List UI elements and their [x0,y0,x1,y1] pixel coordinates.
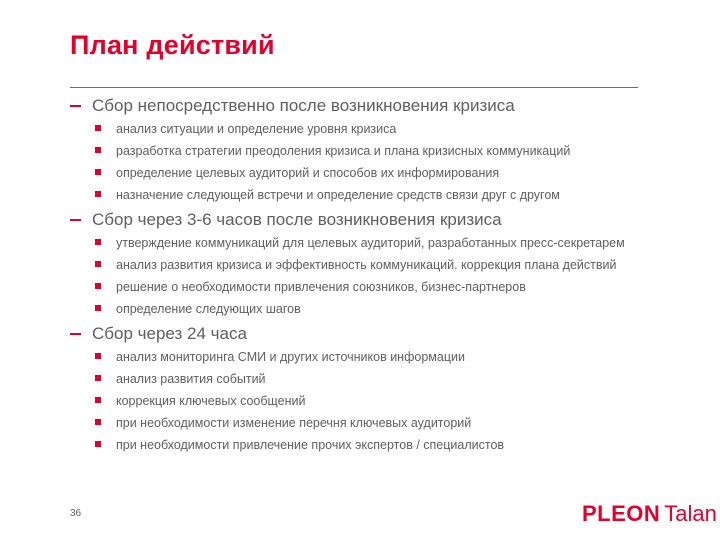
section-heading-text: Сбор через 3-6 часов после возникновения кризиса [92,210,502,229]
list-item: анализ развития кризиса и эффективность коммуникаций. коррекция плана действий [70,258,650,272]
square-bullet-icon [95,283,101,289]
square-bullet-icon [95,261,101,267]
square-bullet-icon [95,419,101,425]
section-heading-text: Сбор через 24 часа [92,324,247,343]
square-bullet-icon [95,147,101,153]
list-item: решение о необходимости привлечения союзников, бизнес-партнеров [70,280,650,294]
pleon-talan-logo [582,500,717,528]
list-item: разработка стратегии преодоления кризиса и плана кризисных коммуникаций [70,144,650,158]
bullet-list [70,350,650,452]
list-item: анализ развития событий [70,372,650,386]
page-title: План действий [70,30,275,60]
title-divider [70,87,638,88]
list-item: при необходимости изменение перечня ключевых аудиторий [70,416,650,430]
square-bullet-icon [95,305,101,311]
bullet-list [70,122,650,202]
dash-icon [70,105,81,107]
square-bullet-icon [95,239,101,245]
square-bullet-icon [95,441,101,447]
logo-part-talan: Talan [664,501,717,526]
list-item: определение следующих шагов [70,302,650,316]
logo-part-pleon: PLEON [582,501,661,526]
section-heading [70,210,650,230]
square-bullet-icon [95,375,101,381]
list-item: коррекция ключевых сообщений [70,394,650,408]
bullet-list [70,236,650,316]
list-item: анализ мониторинга СМИ и других источников информации [70,350,650,364]
list-item: утверждение коммуникаций для целевых аудиторий, разработанных пресс-секретарем [70,236,650,250]
list-item: определение целевых аудиторий и способов их информирования [70,166,650,180]
list-item: назначение следующей встречи и определение средств связи друг с другом [70,188,650,202]
list-item: анализ ситуации и определение уровня кризиса [70,122,650,136]
section-heading [70,324,650,344]
section-immediate [70,96,650,202]
square-bullet-icon [95,353,101,359]
square-bullet-icon [95,125,101,131]
page-number: 36 [70,508,82,519]
dash-icon [70,333,81,335]
section-heading [70,96,650,116]
action-plan [70,96,650,460]
section-3-6-hours [70,210,650,316]
section-heading-text: Сбор непосредственно после возникновения кризиса [92,96,515,115]
square-bullet-icon [95,169,101,175]
square-bullet-icon [95,397,101,403]
list-item: при необходимости привлечение прочих экспертов / специалистов [70,438,650,452]
dash-icon [70,219,81,221]
section-24-hours [70,324,650,452]
square-bullet-icon [95,191,101,197]
